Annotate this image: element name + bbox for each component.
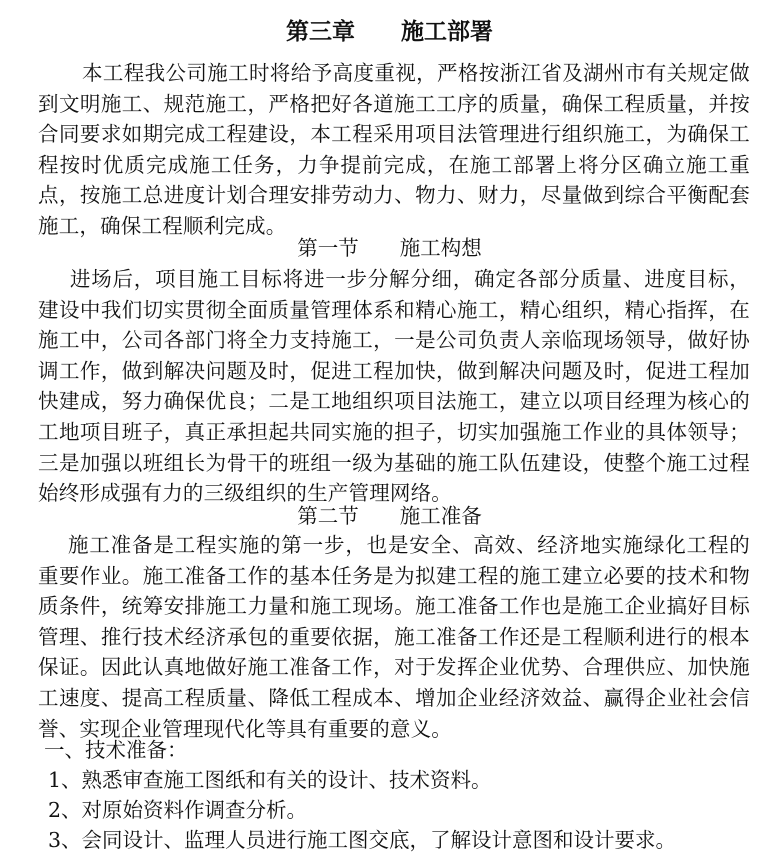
tech-prep-heading: 一、技术准备： — [44, 738, 188, 762]
list-item: 3、会同设计、监理人员进行施工图交底，了解设计意图和设计要求。 — [48, 828, 677, 852]
section-title-construction-preparation: 第二节 施工准备 — [297, 504, 482, 528]
list-item: 2、对原始资料作调查分析。 — [48, 798, 308, 822]
section-title-construction-concept: 第一节 施工构想 — [297, 236, 482, 260]
list-item: 1、熟悉审查施工图纸和有关的设计、技术资料。 — [48, 768, 492, 792]
chapter-title: 第三章 施工部署 — [286, 19, 493, 45]
intro-paragraph: 本工程我公司施工时将给予高度重视，严格按浙江省及湖州市有关规定做到文明施工、规范施工，严格把好各道施工工序的质量，确保工程质量，并按合同要求如期完成工程建设，本工程采用项目法管理进行组织施工，为确保工程按时优质完成施工任务，力争提前完成，在施工部署上将分区确立施工重点，按施工总进度计划合理安排劳动力、物力、财力，尽量做到综合平衡配套施工，确保工程顺利完成。 — [38, 61, 750, 238]
construction-preparation-paragraph: 施工准备是工程实施的第一步，也是安全、高效、经济地实施绿化工程的重要作业。施工准备工作的基本任务是为拟建工程的施工建立必要的技术和物质条件，统筹安排施工力量和施工现场。施工准备工作也是施工企业搞好目标管理、推行技术经济承包的重要依据，施工准备工作还是工程顺利进行的根本保证。因此认真地做好施工准备工作，对于发挥企业优势、合理供应、加快施工速度、提高工程质量、降低工程成本、增加企业经济效益、赢得企业社会信誉、实现企业管理现代化等具有重要的意义。 — [38, 533, 750, 741]
construction-concept-paragraph: 进场后，项目施工目标将进一步分解分细，确定各部分质量、进度目标，建设中我们切实贯彻全面质量管理体系和精心施工，精心组织，精心指挥，在施工中，公司各部门将全力支持施工，一是公司负责人亲临现场领导，做好协调工作，做到解决问题及时，促进工程加快，做到解决问题及时，促进工程加快建成，努力确保优良；二是工地组织项目法施工，建立以项目经理为核心的工地项目班子，真正承担起共同实施的担子，切实加强施工作业的具体领导；三是加强以班组长为骨干的班组一级为基础的施工队伍建设，使整个施工过程始终形成强有力的三级组织的生产管理网络。 — [38, 267, 750, 506]
